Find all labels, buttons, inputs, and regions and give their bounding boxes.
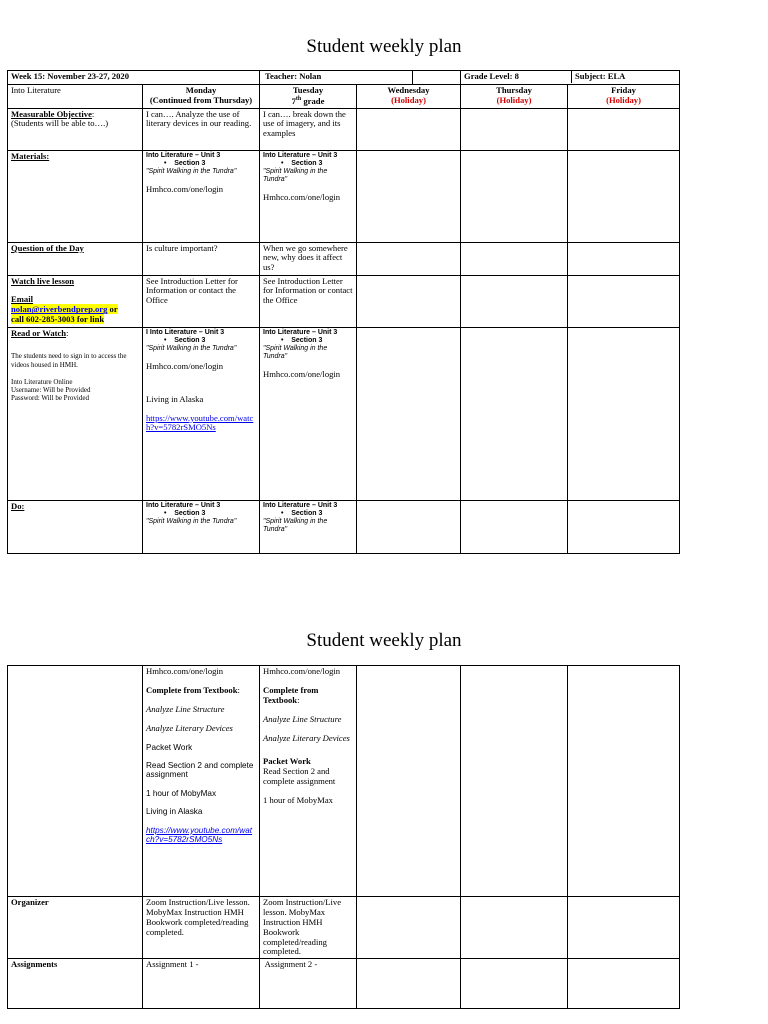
row-label-question-of-day: Question of the Day (8, 242, 143, 275)
youtube-link[interactable]: https://www.youtube.com/watch?v=5782rSMO5Ns (146, 412, 254, 433)
header-into-literature: Into Literature (8, 85, 143, 109)
row-label-read-watch: Read or Watch: The students need to sign in to access the videos housed in HMH. Into Literature Online Username: Will be Provided Password: Will be Provided (8, 327, 143, 500)
grade-level: Grade Level: 8 (461, 71, 572, 83)
assignment-tuesday: Assignment 2 - (260, 959, 357, 1009)
subject: Subject: ELA (575, 71, 626, 81)
objective-tuesday: I can…. break down the use of imagery, and its examples (260, 108, 357, 150)
teacher-cell: Teacher: Nolan (260, 71, 413, 85)
read-monday: I Into Literature – Unit 3 • Section 3 "Spirit Walking in the Tundra" Hmhco.com/one/login Living in Alaska https://www.youtube.com/watch?v=5782rSMO5Ns (143, 327, 260, 500)
assignment-monday: Assignment 1 - (143, 959, 260, 1009)
do-monday: Into Literature – Unit 3 • Section 3 "Spirit Walking in the Tundra" (143, 500, 260, 553)
email-link[interactable]: nolan@riverbendprep.org (11, 304, 108, 315)
read-tuesday: Into Literature – Unit 3 • Section 3 "Spirit Walking in the Tundra" Hmhco.com/one/login (260, 327, 357, 500)
activities-tuesday: Hmhco.com/one/login Complete from Textbook: Analyze Line Structure Analyze Literary Devices Packet Work Read Section 2 and complete assignment 1 hour of MobyMax (260, 666, 357, 897)
week-cell: Week 15: November 23-27, 2020 (8, 71, 260, 85)
do-tuesday: Into Literature – Unit 3 • Section 3 "Spirit Walking in the Tundra" (260, 500, 357, 553)
materials-tuesday: Into Literature – Unit 3 • Section 3 "Spirit Walking in the Tundra" Hmhco.com/one/login (260, 150, 357, 242)
question-tuesday: When we go somewhere new, why does it affect us? (260, 242, 357, 275)
objective-monday: I can…. Analyze the use of literary devices in our reading. (143, 108, 260, 150)
weekly-plan-table-2 (7, 665, 680, 1009)
watch-tuesday: See Introduction Letter for Information or contact the Office (260, 275, 357, 327)
header-thursday: Thursday (Holiday) (461, 85, 568, 109)
header-monday: Monday (Continued from Thursday) (143, 85, 260, 109)
organizer-monday: Zoom Instruction/Live lesson. MobyMax Instruction HMH Bookwork completed/reading completed. (143, 897, 260, 959)
header-friday: Friday (Holiday) (568, 85, 680, 109)
call-for-link: call 602-285-3003 for link (11, 314, 105, 325)
materials-monday: Into Literature – Unit 3 • Section 3 "Spirit Walking in the Tundra" Hmhco.com/one/login (143, 150, 260, 242)
weekly-plan-table (7, 70, 680, 554)
page-title-2: Student weekly plan (306, 630, 462, 651)
row-label-assignments: Assignments (8, 959, 143, 1009)
youtube-link-2[interactable]: https://www.youtube.com/watch?v=5782rSMO5Ns (146, 825, 253, 845)
organizer-tuesday: Zoom Instruction/Live lesson. MobyMax Instruction HMH Bookwork completed/reading completed. (260, 897, 357, 959)
row-label-organizer: Organizer (8, 897, 143, 959)
header-tuesday: Tuesday 7th grade (260, 85, 357, 109)
row-label-watch-live: Watch live lesson Email nolan@riverbendprep.org or call 602-285-3003 for link (8, 275, 143, 327)
grade-subject-cell (461, 71, 680, 85)
row-label-materials: Materials: (8, 150, 143, 242)
question-monday: Is culture important? (143, 242, 260, 275)
row-label-do: Do: (8, 500, 143, 553)
row-label-objective: Measurable Objective: (Students will be able to….) (8, 108, 143, 150)
page-title: Student weekly plan (306, 36, 462, 57)
watch-monday: See Introduction Letter for Information or contact the Office (143, 275, 260, 327)
header-wednesday: Wednesday (Holiday) (357, 85, 461, 109)
activities-monday: Hmhco.com/one/login Complete from Textbook: Analyze Line Structure Analyze Literary Devices Packet Work Read Section 2 and complete assignment 1 hour of MobyMax Living in Alaska https://www.youtube.com/watch?v=5782rSMO5Ns (143, 666, 260, 897)
